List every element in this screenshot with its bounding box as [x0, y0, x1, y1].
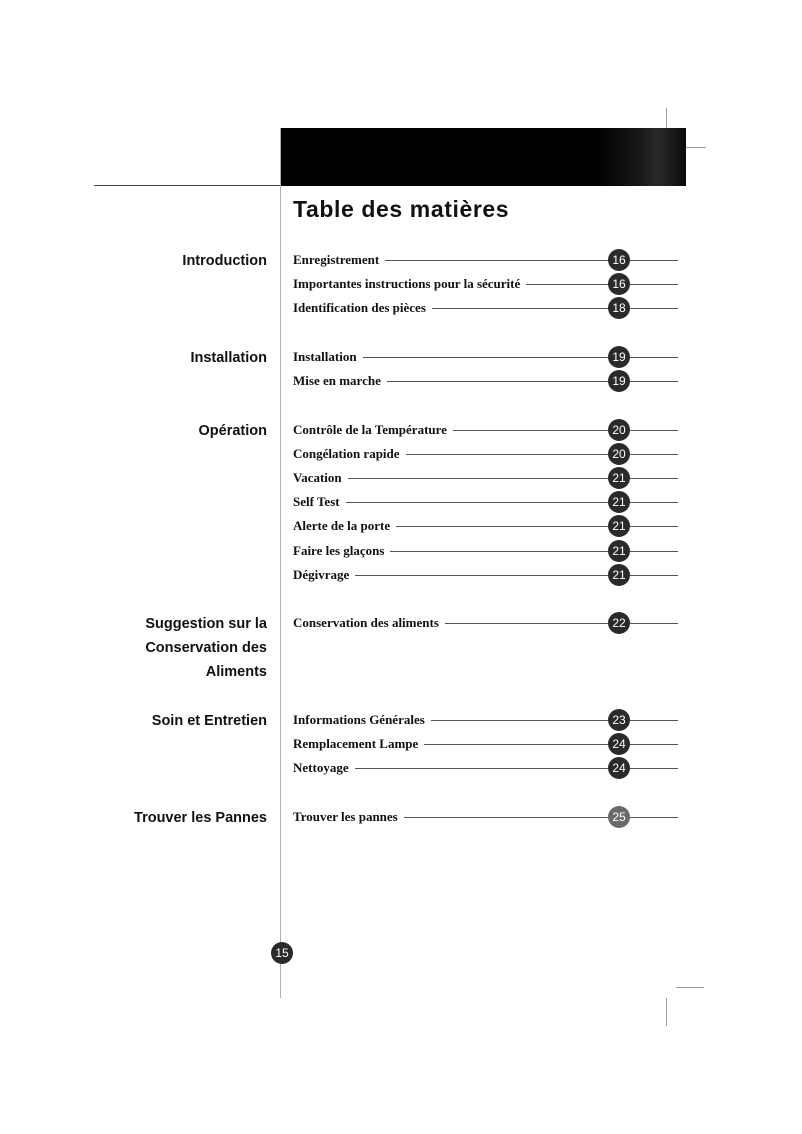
toc-entry[interactable]	[293, 563, 678, 587]
toc-entry-text: Faire les glaçons	[293, 543, 385, 558]
toc-entry-text: Informations Générales	[293, 712, 425, 727]
page-badge: 19	[608, 346, 630, 368]
page-badge: 20	[608, 419, 630, 441]
header-bar	[281, 128, 686, 186]
toc-entry[interactable]	[293, 296, 678, 320]
toc-entry-text: Nettoyage	[293, 760, 349, 775]
tail-line	[630, 284, 678, 285]
toc-entry[interactable]	[293, 611, 678, 635]
crop-mark-bottom-right	[666, 998, 667, 1026]
tail-line	[630, 478, 678, 479]
tail-line	[630, 502, 678, 503]
toc-entry[interactable]	[293, 539, 678, 563]
leader-line	[355, 575, 608, 576]
header-rule	[94, 185, 281, 186]
section-label-trouver-pannes: Trouver les Pannes	[134, 810, 267, 826]
toc-entry-text: Trouver les pannes	[293, 809, 398, 824]
leader-line	[385, 260, 608, 261]
leader-line	[432, 308, 608, 309]
toc-entry-text: Vacation	[293, 470, 342, 485]
toc-entry[interactable]	[293, 514, 678, 538]
toc-entry-text: Mise en marche	[293, 373, 381, 388]
leader-line	[406, 454, 608, 455]
leader-line	[387, 381, 608, 382]
leader-line	[445, 623, 608, 624]
page-badge: 21	[608, 515, 630, 537]
page-badge: 18	[608, 297, 630, 319]
toc-entry[interactable]	[293, 466, 678, 490]
toc-entry[interactable]	[293, 272, 678, 296]
page-number-badge: 15	[271, 942, 293, 964]
toc-entry-text: Contrôle de la Température	[293, 422, 447, 437]
toc-entry[interactable]	[293, 248, 678, 272]
leader-line	[390, 551, 608, 552]
page-badge: 16	[608, 249, 630, 271]
page-badge: 21	[608, 564, 630, 586]
leader-line	[404, 817, 608, 818]
section-label-line: Suggestion sur la	[145, 616, 267, 632]
page-title: Table des matières	[293, 196, 510, 222]
crop-mark-top-right	[666, 108, 667, 128]
leader-line	[396, 526, 608, 527]
toc-entry[interactable]	[293, 756, 678, 780]
page-badge: 22	[608, 612, 630, 634]
page-badge: 23	[608, 709, 630, 731]
tail-line	[630, 623, 678, 624]
tail-line	[630, 768, 678, 769]
toc-entry-text: Congélation rapide	[293, 446, 400, 461]
section-label-installation: Installation	[190, 350, 267, 366]
page-badge: 21	[608, 540, 630, 562]
toc-entry[interactable]	[293, 708, 678, 732]
toc-entry[interactable]	[293, 418, 678, 442]
crop-mark-right-top	[686, 147, 706, 148]
page-badge: 20	[608, 443, 630, 465]
toc-entry-text: Dégivrage	[293, 567, 350, 582]
page-badge: 21	[608, 467, 630, 489]
tail-line	[630, 454, 678, 455]
toc-entry[interactable]	[293, 345, 678, 369]
leader-line	[355, 768, 608, 769]
leader-line	[348, 478, 608, 479]
page-badge: 24	[608, 733, 630, 755]
toc-entry[interactable]	[293, 442, 678, 466]
page-badge: 24	[608, 757, 630, 779]
tail-line	[630, 308, 678, 309]
page-badge: 19	[608, 370, 630, 392]
tail-line	[630, 817, 678, 818]
toc-entry-text: Installation	[293, 349, 357, 364]
tail-line	[630, 551, 678, 552]
tail-line	[630, 526, 678, 527]
leader-line	[526, 284, 608, 285]
tail-line	[630, 381, 678, 382]
section-label-operation: Opération	[198, 423, 267, 439]
toc-entry-text: Self Test	[293, 494, 340, 509]
toc-entry-text: Conservation des aliments	[293, 615, 439, 630]
tail-line	[630, 260, 678, 261]
section-label-line: Conservation des	[145, 640, 267, 656]
section-label-soin-entretien: Soin et Entretien	[151, 713, 267, 729]
page-badge: 16	[608, 273, 630, 295]
toc-entry-text: Remplacement Lampe	[293, 736, 419, 751]
leader-line	[363, 357, 608, 358]
toc-entry-text: Alerte de la porte	[293, 518, 391, 533]
tail-line	[630, 744, 678, 745]
toc-entry-text: Identification des pièces	[293, 300, 426, 315]
toc-entry[interactable]	[293, 369, 678, 393]
section-label-line: Aliments	[205, 664, 267, 680]
crop-mark-right-bottom	[676, 987, 704, 988]
toc-entry-text: Enregistrement	[293, 252, 380, 267]
leader-line	[453, 430, 608, 431]
toc-entry[interactable]	[293, 732, 678, 756]
section-label-introduction: Introduction	[182, 253, 267, 269]
tail-line	[630, 430, 678, 431]
toc-entry[interactable]	[293, 490, 678, 514]
page-badge: 25	[608, 806, 630, 828]
leader-line	[424, 744, 608, 745]
tail-line	[630, 575, 678, 576]
page-badge: 21	[608, 491, 630, 513]
tail-line	[630, 720, 678, 721]
leader-line	[431, 720, 608, 721]
leader-line	[346, 502, 608, 503]
column-divider	[280, 128, 281, 998]
tail-line	[630, 357, 678, 358]
section-label-conservation	[67, 612, 267, 684]
toc-entry[interactable]	[293, 805, 678, 829]
toc-entry-text: Importantes instructions pour la sécurité	[293, 276, 521, 291]
